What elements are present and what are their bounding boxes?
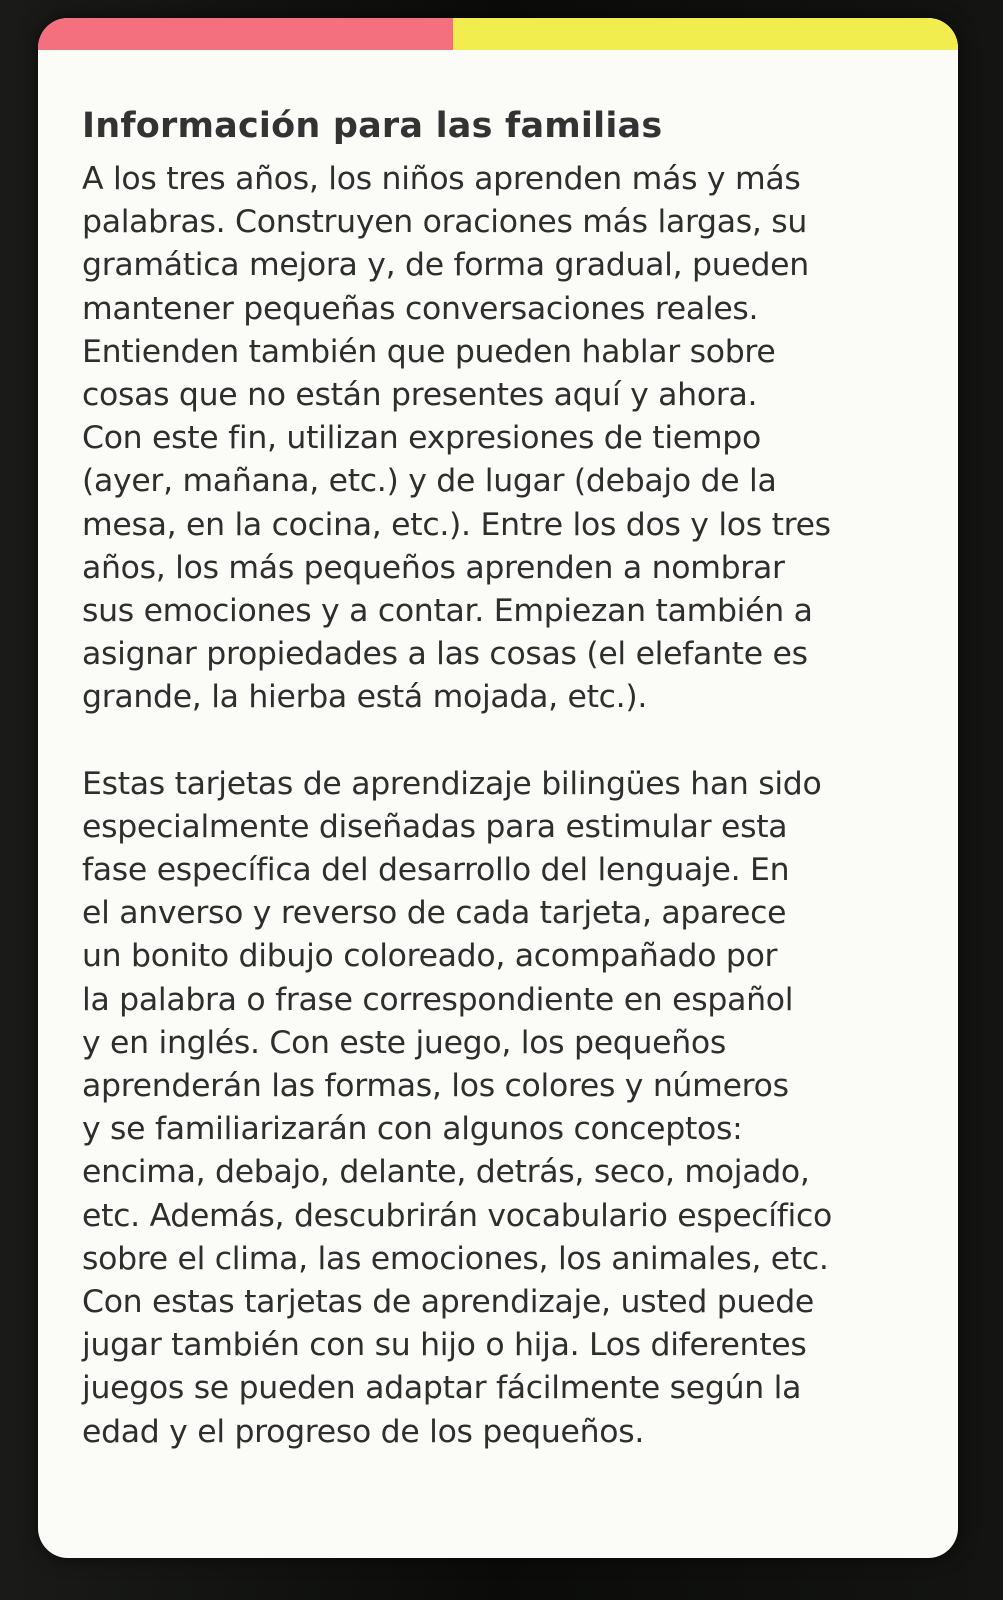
yellow-stripe	[453, 18, 958, 50]
card-title: Información para las familias	[82, 106, 663, 146]
paragraph-cards: Estas tarjetas de aprendizaje bilingües han sido especialmente diseñadas para estimular esta fase específica del desarrollo del lenguaje. En el anverso y reverso de cada tarjeta, aparece un bonito dibujo coloreado, acompañado por la palabra o frase correspondiente en español y en inglés. Con este juego, los pequeños aprenderán las formas, los colores y números y se familiarizarán con algunos conceptos: encima, debajo, delante, detrás, seco, mojado, etc. Además, descubrirán vocabulario específico sobre el clima, las emociones, los animales, etc. Con estas tarjetas de aprendizaje, usted puede jugar también con su hijo o hija. Los diferentes juegos se pueden adaptar fácilmente según la edad y el progreso de los pequeños.	[82, 765, 832, 1450]
card-content	[82, 104, 932, 1454]
info-card	[38, 18, 958, 1558]
pink-stripe	[38, 18, 453, 50]
paragraph-development: A los tres años, los niños aprenden más y más palabras. Construyen oraciones más largas, su gramática mejora y, de forma gradual, pueden mantener pequeñas conversaciones reales. Entienden también que pueden hablar sobre cosas que no están presentes aquí y ahora. Con este fin, utilizan expresiones de tiempo (ayer, mañana, etc.) y de lugar (debajo de la mesa, en la cocina, etc.). Entre los dos y los tres años, los más pequeños aprenden a nombrar sus emociones y a contar. Empiezan también a asignar propiedades a las cosas (el elefante es grande, la hierba está mojada, etc.).	[82, 161, 831, 716]
